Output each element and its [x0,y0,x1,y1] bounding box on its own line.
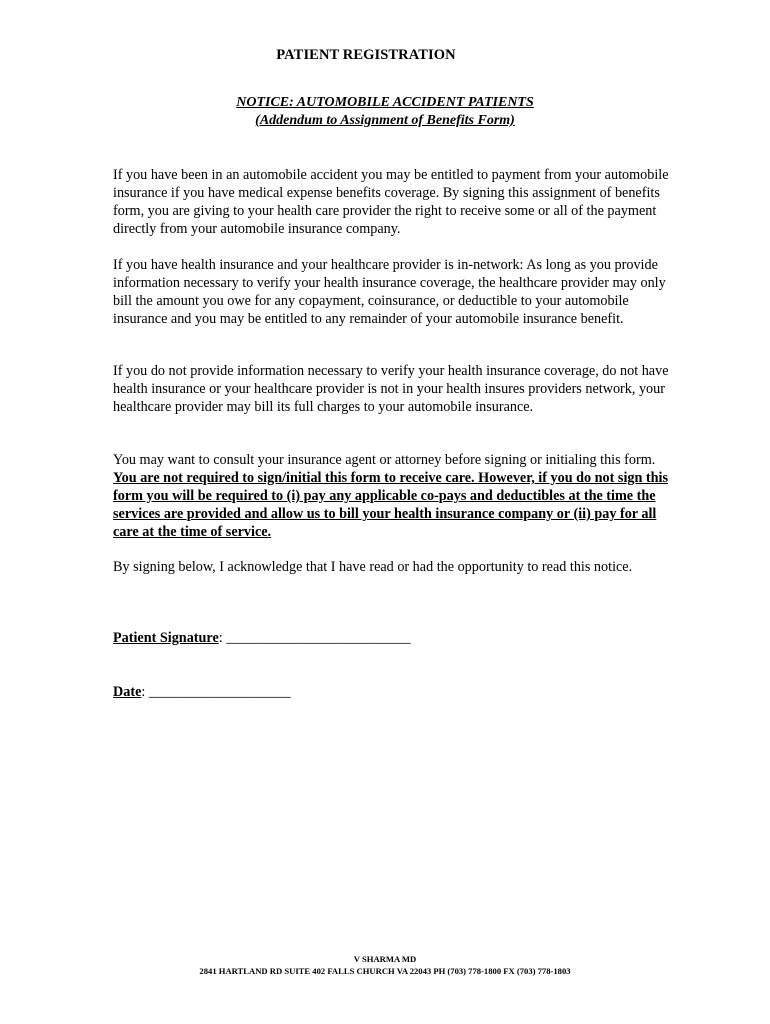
patient-signature-label: Patient Signature [113,630,219,646]
date-field[interactable] [113,683,291,701]
paragraph-in-network: If you have health insurance and your healthcare provider is in-network: As long as you provide information necessary to verify your health insurance coverage, the healthcare provider may only bill the amount you owe for any copayment, coinsurance, or deductible to your automobile insurance and you may be entitled to any remainder of your automobile insurance benefit. [113,257,666,327]
patient-signature-colon: : [218,630,223,646]
page-footer [0,953,770,977]
notice-header [0,94,770,130]
date-blank[interactable]: ____________________ [145,684,291,700]
paragraph-auto-benefits: If you have been in an automobile accident you may be entitled to payment from your automobile insurance if you have medical expense benefits coverage. By signing this assignment of benefits form, you are giving to your health care provider the right to receive some or all of the payment directly from your automobile insurance company. [113,167,669,237]
patient-signature-field[interactable] [113,629,411,647]
paragraph-no-coverage: If you do not provide information necessary to verify your health insurance coverage, do not have health insurance or your healthcare provider is not in your health insures providers network, your healthcare provider may bill its full charges to your automobile insurance. [113,363,669,415]
paragraph-consult-emphasis: You are not required to sign/initial this form to receive care. However, if you do not sign this form you will be required to (i) pay any applicable co-pays and deductibles at the time the services are provided and allow us to bill your health insurance company or (ii) pay for all care at the time of service. [113,470,668,540]
page-title: PATIENT REGISTRATION [276,47,456,63]
notice-subheading: (Addendum to Assignment of Benefits Form) [255,113,515,128]
paragraph-acknowledgement: By signing below, I acknowledge that I have read or had the opportunity to read this notice. [113,559,633,575]
footer-address: 2841 HARTLAND RD SUITE 402 FALLS CHURCH VA 22043 PH (703) 778-1800 FX (703) 778-1803 [199,966,571,976]
notice-heading: NOTICE: AUTOMOBILE ACCIDENT PATIENTS [236,95,534,110]
footer-practice-name: V SHARMA MD [353,954,417,964]
paragraph-consult [113,451,673,541]
paragraph-consult-intro: You may want to consult your insurance agent or attorney before signing or initialing this form. [113,452,656,468]
date-label: Date [113,684,142,700]
date-colon: : [141,684,146,700]
patient-signature-blank[interactable]: __________________________ [222,630,411,646]
